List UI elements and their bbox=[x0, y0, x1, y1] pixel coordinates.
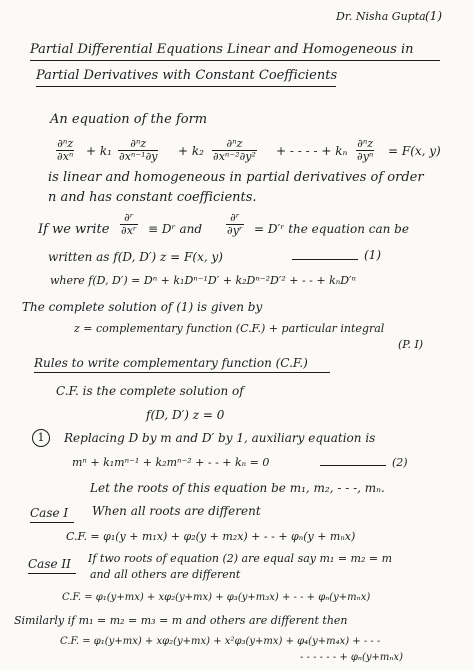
fraction-term-4 bbox=[356, 138, 374, 163]
title-line-2: Partial Derivatives with Constant Coefficients bbox=[36, 68, 338, 83]
case-2-text-2: and all others are different bbox=[90, 568, 241, 581]
operator-d-prime-definition: = D′ʳ the equation can be bbox=[254, 222, 409, 236]
intro-line-4: n and has constant coefficients. bbox=[48, 190, 257, 205]
title-underline-2 bbox=[36, 86, 336, 87]
homogeneous-equation: f(D, D′) z = 0 bbox=[146, 408, 225, 422]
operator-d-fraction bbox=[120, 212, 138, 237]
fraction-denominator: ∂xʳ bbox=[121, 224, 137, 237]
written-as-line: written as f(D, D′) z = F(x, y) bbox=[48, 250, 223, 264]
fraction-denominator: ∂yⁿ bbox=[357, 150, 374, 163]
case-2-underline bbox=[28, 573, 76, 574]
step-number-badge: 1 bbox=[32, 429, 50, 447]
fraction-term-2 bbox=[118, 138, 158, 163]
plus-k2: + k₂ bbox=[178, 144, 204, 158]
case-2-text-1: If two roots of equation (2) are equal say m₁ = m₂ = m bbox=[88, 552, 393, 565]
complete-solution-line: The complete solution of (1) is given by bbox=[22, 300, 263, 314]
page-number: (1) bbox=[425, 9, 442, 23]
author-name: Dr. Nisha Gupta bbox=[336, 10, 426, 23]
roots-line: Let the roots of this equation be m₁, m₂, - - -, mₙ. bbox=[90, 481, 385, 495]
title-underline-1 bbox=[30, 60, 440, 61]
case-2-label: Case II bbox=[28, 557, 71, 571]
fraction-term-3 bbox=[212, 138, 257, 163]
fraction-numerator: ∂ⁿz bbox=[357, 137, 374, 150]
equation-label-1: (1) bbox=[364, 248, 381, 262]
equation-2-dash bbox=[320, 465, 386, 466]
case-1-label: Case I bbox=[30, 506, 69, 520]
equation-rhs: = F(x, y) bbox=[388, 144, 441, 158]
title-line-1: Partial Differential Equations Linear and Homogeneous in bbox=[30, 42, 414, 57]
z-equals-line: z = complementary function (C.F.) + particular integral bbox=[74, 322, 385, 335]
case-2-cf-three-equal: C.F. = φ₁(y+mx) + xφ₂(y+mx) + x²φ₃(y+mx) + φ₄(y+m₄x) + - - - bbox=[60, 636, 381, 647]
intro-line-3: is linear and homogeneous in partial derivatives of order bbox=[48, 170, 424, 185]
case-2-cf: C.F. = φ₁(y+mx) + xφ₂(y+mx) + φ₃(y+m₃x) + - - + φₙ(y+mₙx) bbox=[62, 592, 371, 603]
fraction-term-1 bbox=[56, 138, 74, 163]
fraction-numerator: ∂ʳ bbox=[120, 212, 138, 225]
fraction-numerator: ∂ʳ bbox=[226, 212, 244, 225]
fraction-denominator: ∂yʳ bbox=[227, 224, 243, 237]
operator-d-definition: ≡ Dʳ and bbox=[148, 222, 203, 236]
pi-label: (P. I) bbox=[398, 338, 424, 351]
fraction-numerator: ∂ⁿz bbox=[118, 138, 158, 151]
fraction-numerator: ∂ⁿz bbox=[212, 138, 257, 151]
case-1-cf: C.F. = φ₁(y + m₁x) + φ₂(y + m₂x) + - - + φₙ(y + mₙx) bbox=[66, 530, 356, 543]
auxiliary-equation: mⁿ + k₁mⁿ⁻¹ + k₂mⁿ⁻² + - - + kₙ = 0 bbox=[72, 456, 270, 469]
plus-k1: + k₁ bbox=[86, 144, 112, 158]
similarly-line: Similarly if m₁ = m₂ = m₃ = m and others are different then bbox=[14, 614, 348, 627]
step-1-text: Replacing D by m and D′ by 1, auxiliary equation is bbox=[64, 431, 376, 445]
notation-prefix: If we write bbox=[38, 222, 110, 237]
fraction-denominator: ∂xⁿ⁻²∂y² bbox=[213, 150, 256, 163]
operator-d-prime-fraction bbox=[226, 212, 244, 237]
equation-1-dash bbox=[292, 259, 358, 260]
intro-line-1: An equation of the form bbox=[50, 112, 208, 127]
where-line: where f(D, D′) = Dⁿ + k₁Dⁿ⁻¹D′ + k₂Dⁿ⁻²D′² + - - + kₙD′ⁿ bbox=[50, 274, 357, 287]
cf-definition-line: C.F. is the complete solution of bbox=[56, 384, 244, 398]
fraction-denominator: ∂xⁿ⁻¹∂y bbox=[119, 150, 158, 163]
fraction-denominator: ∂xⁿ bbox=[57, 150, 74, 163]
equation-label-2: (2) bbox=[392, 456, 408, 469]
rules-heading: Rules to write complementary function (C.F.) bbox=[34, 356, 308, 370]
rules-heading-underline bbox=[34, 372, 330, 373]
plus-kn: + - - - - + kₙ bbox=[276, 144, 348, 158]
case-1-underline bbox=[30, 522, 74, 523]
case-1-text: When all roots are different bbox=[92, 504, 261, 518]
fraction-numerator: ∂ⁿz bbox=[57, 137, 74, 150]
case-2-cf-three-equal-tail: - - - - - - + φₙ(y+mₙx) bbox=[300, 652, 403, 663]
